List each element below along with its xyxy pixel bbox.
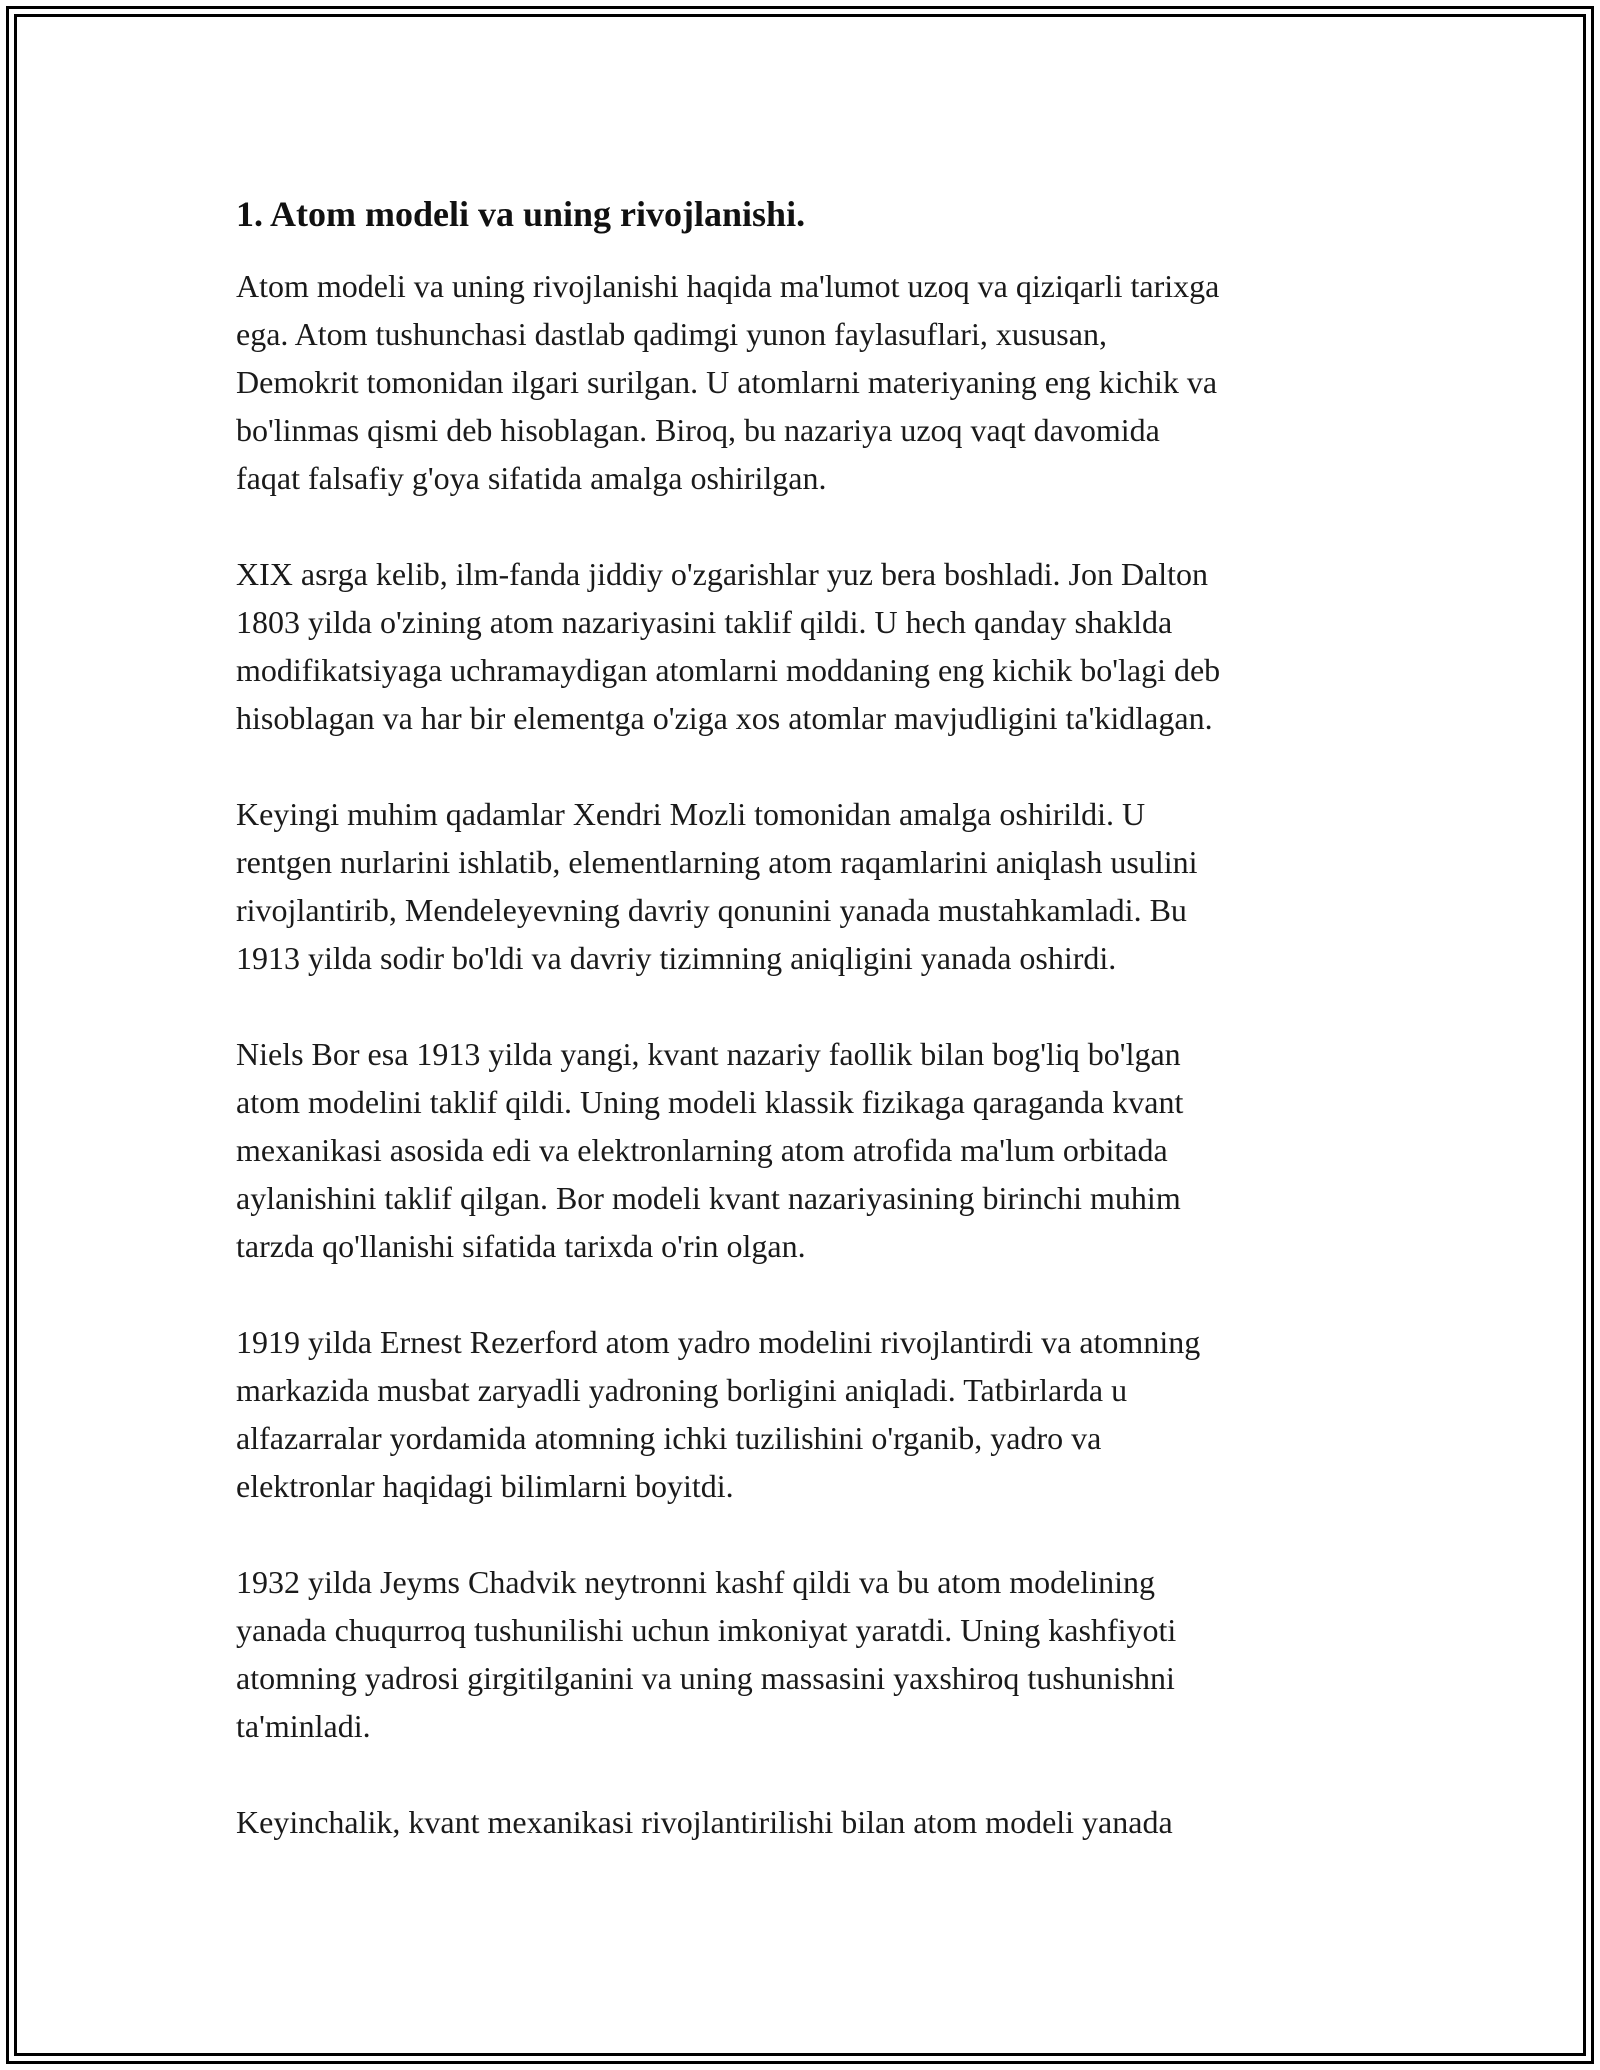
text-line: rentgen nurlarini ishlatib, elementlarning atom raqamlarini aniqlash usulini xyxy=(236,844,1198,880)
text-line: 1913 yilda sodir bo'ldi va davriy tizimning aniqligini yanada oshirdi. xyxy=(236,940,1117,976)
text-line: modifikatsiyaga uchramaydigan atomlarni moddaning eng kichik bo'lagi deb xyxy=(236,652,1221,688)
section-heading: 1. Atom modeli va uning rivojlanishi. xyxy=(236,194,806,234)
text-line: tarzda qo'llanishi sifatida tarixda o'rin olgan. xyxy=(236,1228,806,1264)
text-line: Keyinchalik, kvant mexanikasi rivojlantirilishi bilan atom modeli yanada xyxy=(236,1804,1173,1840)
text-line: bo'linmas qismi deb hisoblagan. Biroq, bu nazariya uzoq vaqt davomida xyxy=(236,412,1160,448)
text-line: atomning yadrosi girgitilganini va uning massasini yaxshiroq tushunishni xyxy=(236,1660,1175,1696)
text-line: ta'minladi. xyxy=(236,1708,371,1744)
text-line: rivojlantirib, Mendeleyevning davriy qonunini yanada mustahkamladi. Bu xyxy=(236,892,1187,928)
paragraph-dalton xyxy=(236,550,1386,742)
text-line: Atom modeli va uning rivojlanishi haqida ma'lumot uzoq va qiziqarli tarixga xyxy=(236,268,1220,304)
paragraph-rutherford xyxy=(236,1318,1386,1510)
text-line: XIX asrga kelib, ilm-fanda jiddiy o'zgarishlar yuz bera boshladi. Jon Dalton xyxy=(236,556,1209,592)
text-line: Demokrit tomonidan ilgari surilgan. U atomlarni materiyaning eng kichik va xyxy=(236,364,1218,400)
document-body xyxy=(236,190,1386,1894)
text-line: markazida musbat zaryadli yadroning borligini aniqladi. Tatbirlarda u xyxy=(236,1372,1128,1408)
text-line: hisoblagan va har bir elementga o'ziga xos atomlar mavjudligini ta'kidlagan. xyxy=(236,700,1213,736)
text-line: 1803 yilda o'zining atom nazariyasini taklif qildi. U hech qanday shaklda xyxy=(236,604,1173,640)
paragraph-quantum-mechanics xyxy=(236,1798,1386,1846)
text-line: Keyingi muhim qadamlar Xendri Mozli tomonidan amalga oshirildi. U xyxy=(236,796,1146,832)
text-line: yanada chuqurroq tushunilishi uchun imkoniyat yaratdi. Uning kashfiyoti xyxy=(236,1612,1177,1648)
text-line: elektronlar haqidagi bilimlarni boyitdi. xyxy=(236,1468,734,1504)
text-line: Niels Bor esa 1913 yilda yangi, kvant nazariy faollik bilan bog'liq bo'lgan xyxy=(236,1036,1181,1072)
paragraph-bohr xyxy=(236,1030,1386,1270)
text-line: atom modelini taklif qildi. Uning modeli klassik fizikaga qaraganda kvant xyxy=(236,1084,1184,1120)
text-line: 1919 yilda Ernest Rezerford atom yadro modelini rivojlantirdi va atomning xyxy=(236,1324,1201,1360)
text-line: aylanishini taklif qilgan. Bor modeli kvant nazariyasining birinchi muhim xyxy=(236,1180,1181,1216)
text-line: mexanikasi asosida edi va elektronlarning atom atrofida ma'lum orbitada xyxy=(236,1132,1168,1168)
text-line: ega. Atom tushunchasi dastlab qadimgi yunon faylasuflari, xususan, xyxy=(236,316,1107,352)
text-line: faqat falsafiy g'oya sifatida amalga oshirilgan. xyxy=(236,460,827,496)
text-line: 1932 yilda Jeyms Chadvik neytronni kashf qildi va bu atom modelining xyxy=(236,1564,1155,1600)
paragraph-moseley xyxy=(236,790,1386,982)
paragraph-atom-history xyxy=(236,262,1386,502)
text-line: alfazarralar yordamida atomning ichki tuzilishini o'rganib, yadro va xyxy=(236,1420,1102,1456)
paragraph-chadwick xyxy=(236,1558,1386,1750)
